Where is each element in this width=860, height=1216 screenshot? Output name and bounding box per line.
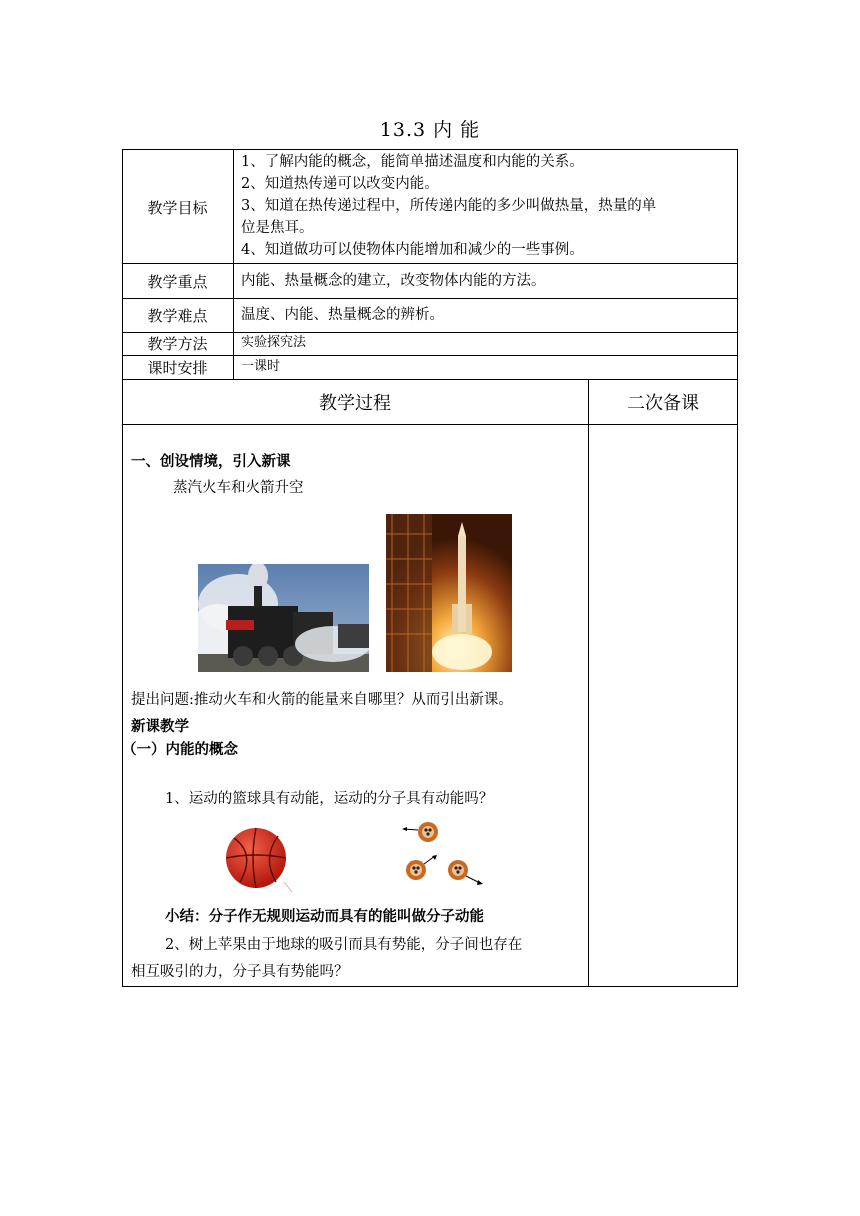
difficulties-content: 温度、内能、热量概念的辨析。 <box>241 307 444 323</box>
objective-line: 1、了解内能的概念，能简单描述温度和内能的关系。 <box>241 154 584 170</box>
summary-text: 小结：分子作无规则运动而具有的能叫做分子动能 <box>165 909 484 925</box>
process-header: 教学过程 <box>319 393 391 414</box>
rocket-launch-image <box>386 514 512 672</box>
objective-line: 3、知道在热传递过程中，所传递内能的多少叫做热量，热量的单 <box>241 198 657 214</box>
question-text: 提出问题:推动火车和火箭的能量来自哪里？从而引出新课。 <box>131 692 513 708</box>
key-points-label: 教学重点 <box>147 273 208 291</box>
notes-header: 二次备课 <box>627 393 699 414</box>
subsection-heading: （一）内能的概念 <box>122 742 238 758</box>
intro-text: 蒸汽火车和火箭升空 <box>173 480 304 496</box>
difficulties-label: 教学难点 <box>147 307 208 325</box>
key-points-content: 内能、热量概念的建立，改变物体内能的方法。 <box>241 273 546 289</box>
steam-train-image <box>198 564 369 672</box>
method-label: 教学方法 <box>147 335 208 353</box>
question-1: 1、运动的篮球具有动能，运动的分子具有动能吗？ <box>165 791 494 807</box>
new-class-heading: 新课教学 <box>131 719 189 735</box>
objectives-content <box>241 151 735 261</box>
question-2-line-2: 相互吸引的力，分子具有势能吗？ <box>131 964 349 980</box>
question-2-line-1: 2、树上苹果由于地球的吸引而具有势能，分子间也存在 <box>165 937 523 953</box>
objective-line: 4、知道做功可以使物体内能增加和减少的一些事例。 <box>241 242 584 258</box>
basketball-image <box>222 824 298 894</box>
section-heading: 一、创设情境，引入新课 <box>131 454 291 470</box>
objective-line: 位是焦耳。 <box>241 220 314 236</box>
schedule-content: 一课时 <box>241 359 281 374</box>
schedule-label: 课时安排 <box>147 359 208 377</box>
objectives-label: 教学目标 <box>147 199 208 217</box>
page-title: 13.3 内 能 <box>379 119 481 141</box>
molecules-image <box>398 818 488 890</box>
method-content: 实验探究法 <box>241 335 307 350</box>
objective-line: 2、知道热传递可以改变内能。 <box>241 176 439 192</box>
